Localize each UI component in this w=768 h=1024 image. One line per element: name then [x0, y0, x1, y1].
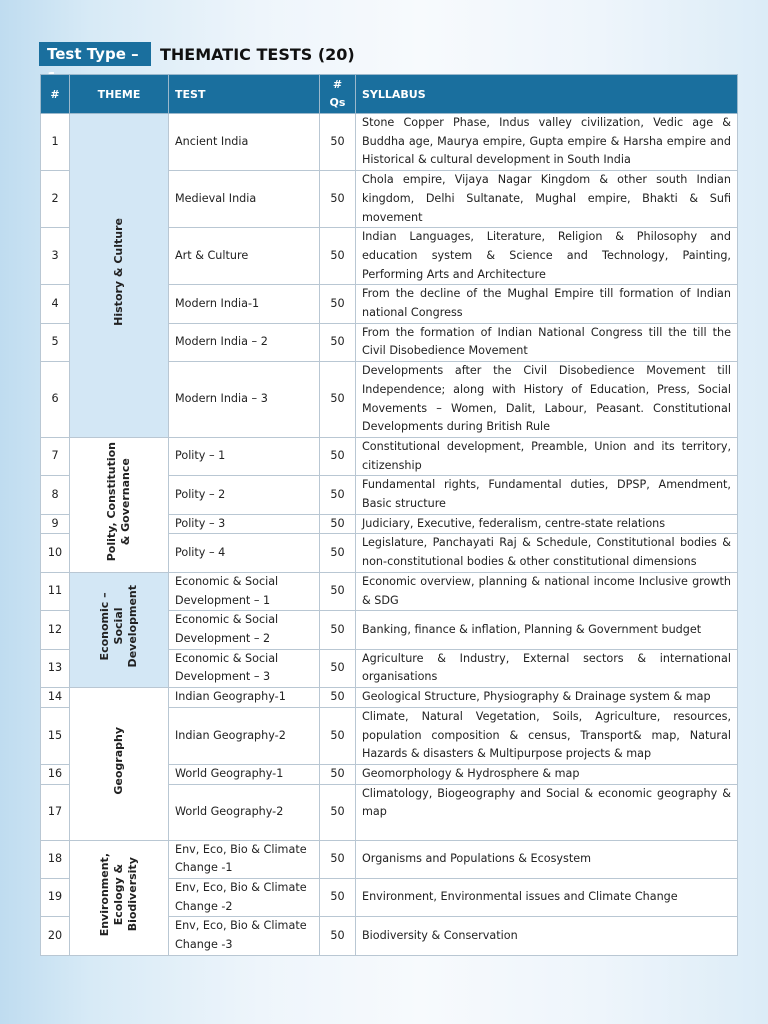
row-number: 12: [41, 611, 70, 649]
row-number: 9: [41, 514, 70, 534]
row-number: 17: [41, 784, 70, 840]
question-count: 50: [320, 476, 356, 514]
question-count: 50: [320, 514, 356, 534]
question-count: 50: [320, 228, 356, 285]
test-name: World Geography-2: [169, 784, 320, 840]
syllabus-text: Geological Structure, Physiography & Drainage system & map: [356, 688, 738, 708]
syllabus-table: [40, 74, 738, 956]
theme-cell-environment: [70, 840, 169, 955]
theme-cell-economic: [70, 572, 169, 687]
test-name: Env, Eco, Bio & Climate Change -2: [169, 879, 320, 917]
test-name: Ancient India: [169, 114, 320, 171]
test-name: Economic & Social Development – 3: [169, 649, 320, 687]
test-name: Polity – 4: [169, 534, 320, 572]
question-count: 50: [320, 784, 356, 840]
question-count: 50: [320, 688, 356, 708]
syllabus-text: Indian Languages, Literature, Religion & Philosophy and education system & Science and Technology, Painting, Performing Arts and Architecture: [356, 228, 738, 285]
syllabus-text: Geomorphology & Hydrosphere & map: [356, 764, 738, 784]
theme-label: History & Culture: [112, 218, 125, 327]
row-number: 4: [41, 285, 70, 323]
syllabus-text: From the formation of Indian National Congress till the till the Civil Disobedience Movement: [356, 323, 738, 361]
test-name: Polity – 3: [169, 514, 320, 534]
row-number: 13: [41, 649, 70, 687]
column-header-num: #: [41, 75, 70, 114]
test-name: Env, Eco, Bio & Climate Change -1: [169, 840, 320, 878]
test-name: Polity – 2: [169, 476, 320, 514]
column-header-syllabus: SYLLABUS: [356, 75, 738, 114]
question-count: 50: [320, 707, 356, 764]
syllabus-text: Economic overview, planning & national income Inclusive growth & SDG: [356, 572, 738, 610]
test-name: Economic & Social Development – 1: [169, 572, 320, 610]
column-header-qs-hash: #: [332, 78, 343, 91]
syllabus-text: Biodiversity & Conservation: [356, 917, 738, 955]
question-count: 50: [320, 534, 356, 572]
page-title: THEMATIC TESTS (20): [160, 44, 355, 64]
table-row: [41, 437, 738, 475]
row-number: 6: [41, 362, 70, 438]
syllabus-text: Stone Copper Phase, Indus valley civilization, Vedic age & Buddha age, Maurya empire, Gupta empire & Harsha empire and Historical & cultural development in South India: [356, 114, 738, 171]
question-count: 50: [320, 437, 356, 475]
theme-cell-history: [70, 114, 169, 438]
column-header-theme: THEME: [70, 75, 169, 114]
syllabus-text: Legislature, Panchayati Raj & Schedule, Constitutional bodies & non-constitutional bodies & other constitutional dimensions: [356, 534, 738, 572]
row-number: 18: [41, 840, 70, 878]
row-number: 20: [41, 917, 70, 955]
row-number: 19: [41, 879, 70, 917]
row-number: 2: [41, 171, 70, 228]
row-number: 3: [41, 228, 70, 285]
table-row: [41, 840, 738, 878]
row-number: 15: [41, 707, 70, 764]
row-number: 11: [41, 572, 70, 610]
test-name: Env, Eco, Bio & Climate Change -3: [169, 917, 320, 955]
table-row: [41, 114, 738, 171]
syllabus-text: Environment, Environmental issues and Climate Change: [356, 879, 738, 917]
question-count: 50: [320, 611, 356, 649]
question-count: 50: [320, 764, 356, 784]
row-number: 8: [41, 476, 70, 514]
theme-label: Geography: [112, 726, 125, 795]
test-name: Art & Culture: [169, 228, 320, 285]
table-row: [41, 572, 738, 610]
theme-label: Economic – Social Development: [98, 585, 139, 668]
question-count: 50: [320, 840, 356, 878]
syllabus-text: Banking, finance & inflation, Planning & Government budget: [356, 611, 738, 649]
row-number: 1: [41, 114, 70, 171]
row-number: 5: [41, 323, 70, 361]
syllabus-text: Organisms and Populations & Ecosystem: [356, 840, 738, 878]
row-number: 14: [41, 688, 70, 708]
question-count: 50: [320, 323, 356, 361]
table-row: [41, 688, 738, 708]
test-name: Economic & Social Development – 2: [169, 611, 320, 649]
syllabus-text: Climate, Natural Vegetation, Soils, Agriculture, resources, population composition & census, Transport& map, Natural Hazards & disasters & Multipurpose projects & map: [356, 707, 738, 764]
syllabus-text: Judiciary, Executive, federalism, centre-state relations: [356, 514, 738, 534]
syllabus-text: Chola empire, Vijaya Nagar Kingdom & other south Indian kingdom, Delhi Sultanate, Mughal empire, Bhakti & Sufi movement: [356, 171, 738, 228]
test-name: Modern India-1: [169, 285, 320, 323]
test-name: Polity – 1: [169, 437, 320, 475]
question-count: 50: [320, 879, 356, 917]
question-count: 50: [320, 362, 356, 438]
syllabus-text: Developments after the Civil Disobedience Movement till Independence; along with History of Education, Press, Social Movements – Women, Dalit, Labour, Peasant. Constitutional Developments during British Rule: [356, 362, 738, 438]
syllabus-text: Climatology, Biogeography and Social & economic geography & map: [356, 784, 738, 840]
syllabus-text: Fundamental rights, Fundamental duties, DPSP, Amendment, Basic structure: [356, 476, 738, 514]
test-name: Indian Geography-1: [169, 688, 320, 708]
test-name: World Geography-1: [169, 764, 320, 784]
question-count: 50: [320, 917, 356, 955]
syllabus-text: From the decline of the Mughal Empire till formation of Indian national Congress: [356, 285, 738, 323]
question-count: 50: [320, 649, 356, 687]
test-type-label: Test Type –: [39, 42, 151, 66]
test-name: Medieval India: [169, 171, 320, 228]
row-number: 7: [41, 437, 70, 475]
theme-cell-geography: [70, 688, 169, 841]
table-header-row: [41, 75, 738, 114]
theme-cell-polity: [70, 437, 169, 572]
test-name: Modern India – 3: [169, 362, 320, 438]
column-header-qs: [320, 75, 356, 114]
question-count: 50: [320, 285, 356, 323]
test-name: Modern India – 2: [169, 323, 320, 361]
test-name: Indian Geography-2: [169, 707, 320, 764]
column-header-test: TEST: [169, 75, 320, 114]
syllabus-text: Agriculture & Industry, External sectors & international organisations: [356, 649, 738, 687]
page-heading: [39, 42, 355, 66]
row-number: 16: [41, 764, 70, 784]
theme-label: Environment, Ecology & Biodiversity: [98, 852, 139, 937]
row-number: 10: [41, 534, 70, 572]
question-count: 50: [320, 171, 356, 228]
theme-label: Polity, Constitution & Governance: [105, 441, 132, 562]
question-count: 50: [320, 572, 356, 610]
question-count: 50: [320, 114, 356, 171]
column-header-qs-label: Qs: [329, 96, 346, 109]
syllabus-text: Constitutional development, Preamble, Union and its territory, citizenship: [356, 437, 738, 475]
